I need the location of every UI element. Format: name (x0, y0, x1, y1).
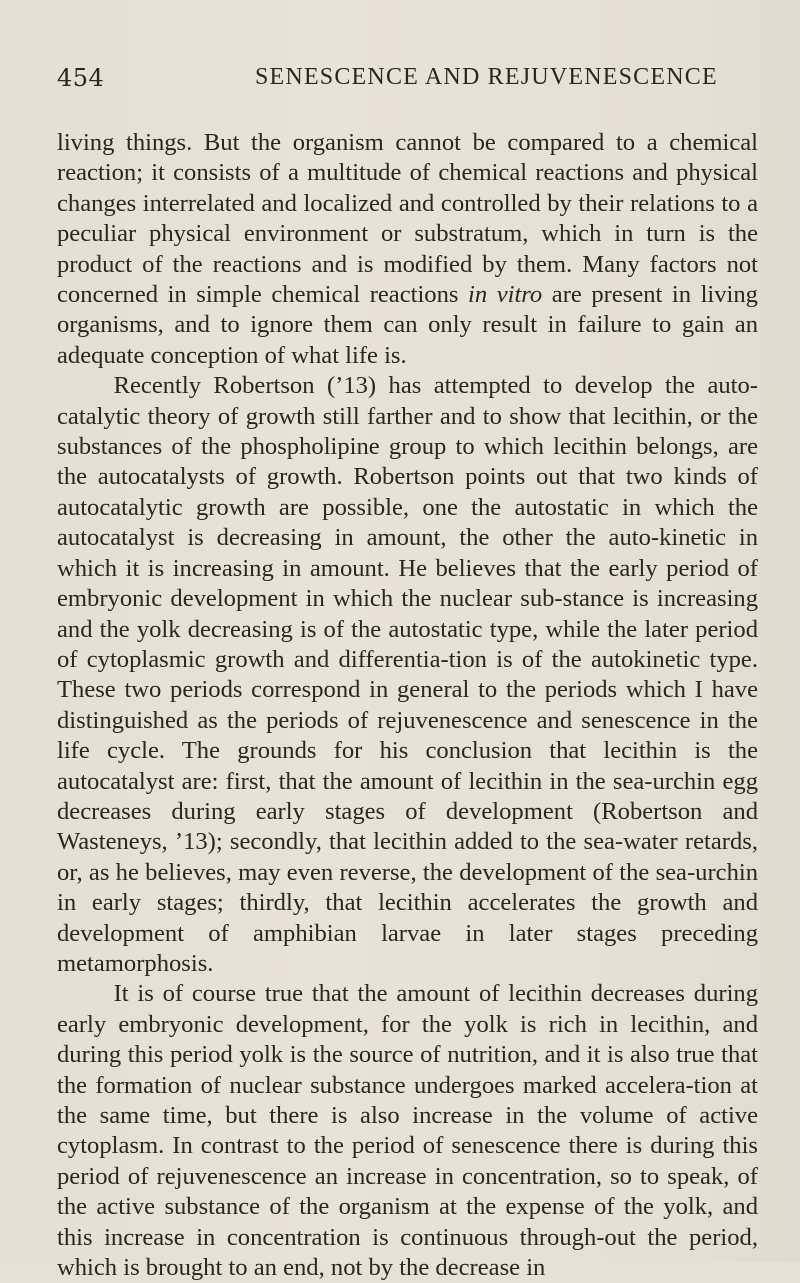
paragraph-3: It is of course true that the amount of lecithin decreases during early embryonic development, for the yolk is rich in lecithin, and during this period yolk is the source of nutrition, and it is also true that the formation of nuclear substance undergoes marked accelera-tion at the same time, but there is also increase in the volume of active cytoplasm. In contrast to the period of senescence there is during this period of rejuvenescence an increase in concentration, so to speak, of the active substance of the organism at the expense of the yolk, and this increase in concentration is continuous through-out the period, which is brought to an end, not by the decrease in (57, 980, 758, 1282)
paragraph-1-text-b: are present in living organisms, and to ignore them can only result in failure to gain an adequate conception of what life is. (57, 281, 758, 369)
paragraph-1-text-a: living things. But the organism cannot be compared to a chemical reaction; it consists of a multitude of chemical reactions and physical changes interrelated and localized and controlled by their relations to a peculiar physical environment or substratum, which in turn is the product of the reactions and is modified by them. Many factors not concerned in simple chemical reactions (57, 129, 758, 309)
page-number: 454 (57, 64, 105, 92)
italic-phrase: in vitro (468, 281, 543, 309)
paragraph-2: Recently Robertson (’13) has attempted to develop the auto-catalytic theory of growth still farther and to show that lecithin, or the substances of the phospholipine group to which lecithin belongs, are the autocatalysts of growth. Robertson points out that two kinds of autocatalytic growth are possible, one the autostatic in which the autocatalyst is decreasing in amount, the other the auto-kinetic in which it is increasing in amount. He believes that the early period of embryonic development in which the nuclear sub-stance is increasing and the yolk decreasing is of the autostatic type, while the later period of cytoplasmic growth and differentia-tion is of the autokinetic type. These two periods correspond in general to the periods which I have distinguished as the periods of rejuvenescence and senescence in the life cycle. The grounds for his conclusion that lecithin is the autocatalyst are: first, that the amount of lecithin in the sea-urchin egg decreases during early stages of development (Robertson and Wasteneys, ’13); secondly, that lecithin added to the sea-water retards, or, as he believes, may even reverse, the development of the sea-urchin in early stages; thirdly, that lecithin accelerates the growth and development of amphibian larvae in later stages preceding metamorphosis. (57, 372, 758, 977)
running-title: SENESCENCE AND REJUVENESCENCE (255, 64, 718, 90)
running-head (57, 58, 758, 98)
body-text (57, 128, 758, 1283)
paragraph-1 (57, 128, 758, 371)
